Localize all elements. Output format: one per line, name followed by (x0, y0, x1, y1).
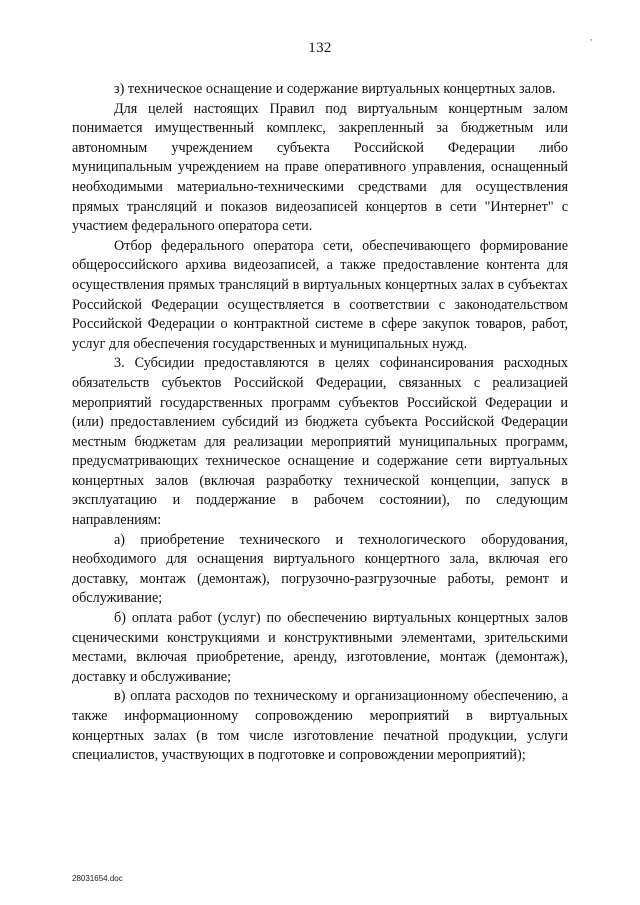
paragraph-section-3-subsidies: 3. Субсидии предоставляются в целях софинансирования расходных обязательств субъектов Российской Федерации, связанных с реализацией мероприятий государственных программ субъектов Российской Федерации и (или) предоставлением субсидий из бюджета субъекта Российской Федерации местным бюджетам для реализации мероприятий муниципальных программ, предусматривающих техническое оснащение и содержание сети виртуальных концертных залов (включая разработку технической концепции, запуск в эксплуатацию и поддержание в рабочем состоянии), по следующим направлениям: (72, 355, 568, 529)
paragraph-item-b: б) оплата работ (услуг) по обеспечению виртуальных концертных залов сценическими конструкциями и конструктивными элементами, зрительскими местами, включая приобретение, аренду, изготовление, монтаж (демонтаж), доставку и обслуживание; (72, 610, 568, 685)
corner-mark: ' (590, 38, 592, 49)
page-number: 132 (308, 40, 332, 56)
paragraph-definition-virtual-hall: Для целей настоящих Правил под виртуальным концертным залом понимается имущественный комплекс, закрепленный за бюджетным или автономным учреждением субъекта Российской Федерации либо муниципальным учреждением на праве оперативного управления, оснащенный необходимыми материально-техническими средствами для осуществления прямых трансляций и показов видеозаписей концертов в сети "Интернет" с участием федерального оператора сети. (72, 100, 568, 235)
footer-document-id: 28031654.doc (72, 874, 123, 883)
paragraph-item-z: з) техническое оснащение и содержание виртуальных концертных залов. (114, 81, 556, 97)
paragraph-item-v: в) оплата расходов по техническому и организационному обеспечению, а также информационному сопровождению мероприятий в виртуальных концертных залах (в том числе изготовление печатной продукции, услуги специалистов, участвующих в подготовке и сопровождении мероприятий); (72, 688, 568, 764)
document-body (72, 80, 568, 766)
paragraph-operator-selection: Отбор федерального оператора сети, обеспечивающего формирование общероссийского архива видеозаписей, а также предоставление контента для осуществления прямых трансляций в виртуальных концертных залах в субъектах Российской Федерации осуществляется в соответствии с законодательством Российской Федерации о контрактной системе в сфере закупок товаров, работ, услуг для обеспечения государственных и муниципальных нужд. (72, 237, 568, 352)
paragraph-item-a: а) приобретение технического и технологического оборудования, необходимого для оснащения виртуального концертного зала, включая его доставку, монтаж (демонтаж), погрузочно-разгрузочные работы, ремонт и обслуживание; (72, 531, 568, 607)
